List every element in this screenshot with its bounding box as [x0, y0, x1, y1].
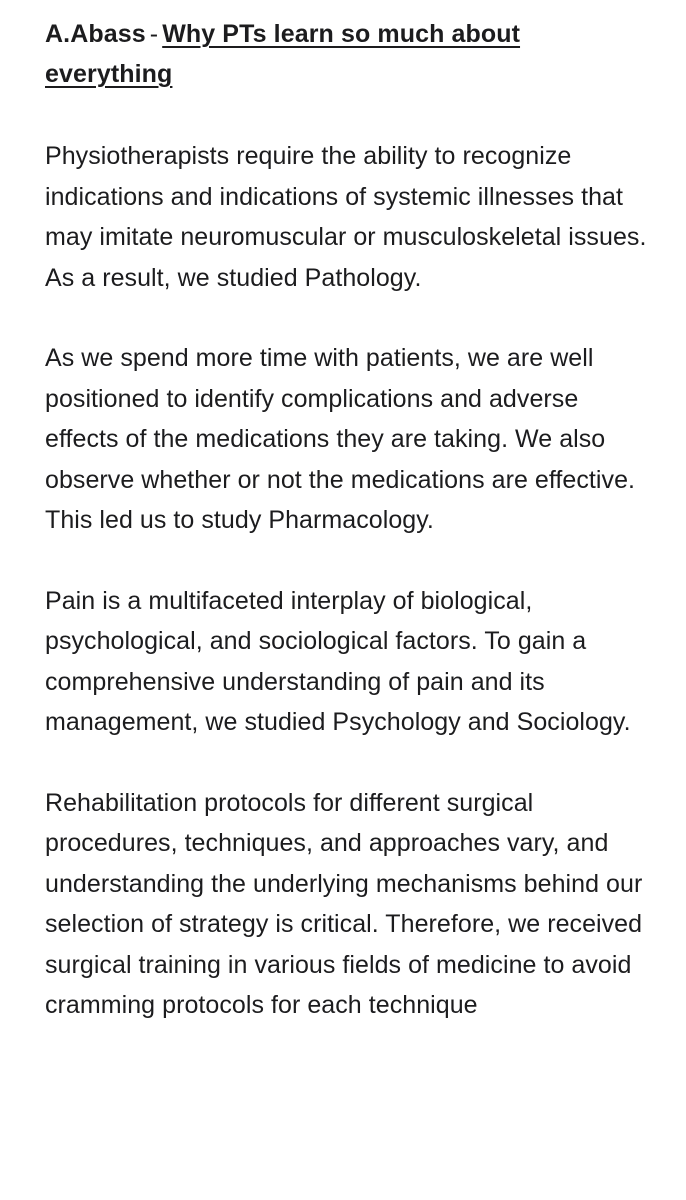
paragraph-psychology-sociology: Pain is a multifaceted interplay of biological, psychological, and sociological factors. To gain a comprehensive understanding of pain and its management, we studied Psychology and Sociology. [45, 586, 631, 736]
title-separator: - [149, 20, 159, 48]
note-heading [45, 14, 653, 94]
author-name: A.Abass [45, 20, 146, 48]
article-title-link[interactable]: Why PTs learn so much about everything [45, 20, 521, 88]
paragraph-surgical-training: Rehabilitation protocols for different surgical procedures, techniques, and approaches vary, and understanding the underlying mechanisms behind our selection of strategy is critical. Therefore, we received surgical training in various fields of medicine to avoid cramming protocols for each technique [45, 788, 643, 1019]
paragraph-pharmacology: As we spend more time with patients, we are well positioned to identify complications and adverse effects of the medications they are taking. We also observe whether or not the medications are effective. This led us to study Pharmacology. [45, 344, 636, 534]
paragraph-pathology: Physiotherapists require the ability to recognize indications and indications of systemic illnesses that may imitate neuromuscular or musculoskeletal issues. As a result, we studied Pathology. [45, 142, 647, 292]
note-body [45, 14, 653, 1026]
